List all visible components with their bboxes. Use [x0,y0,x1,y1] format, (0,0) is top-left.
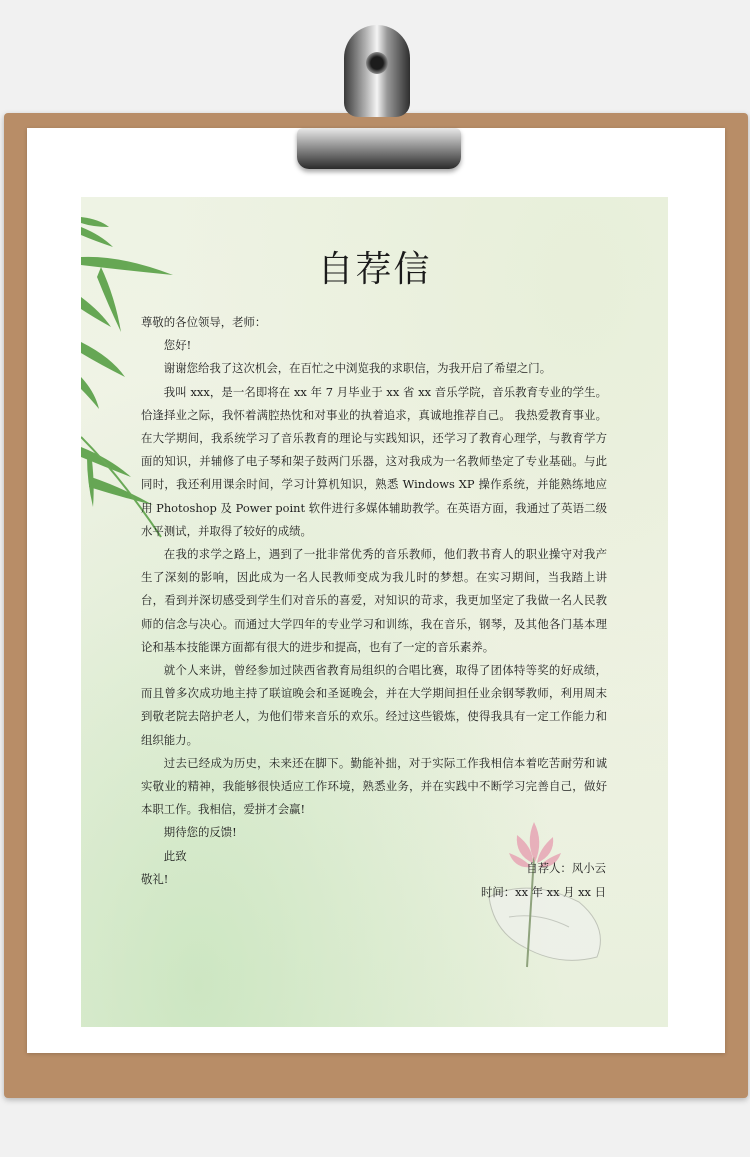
paragraph-study: 在我的求学之路上，遇到了一批非常优秀的音乐教师，他们教书育人的职业操守对我产生了深刻的影响，因此成为一名人民教师变成为我儿时的梦想。在实习期间，当我踏上讲台，看到并深切感受到学生们对音乐的喜爱，对知识的苛求，我更加坚定了我做一名人民教师的信念与决心。而通过大学四年的专业学习和训练，我在音乐，钢琴，及其他各门基本理论和基本技能课方面都有很大的进步和提高，也有了一定的音乐素养。 [141,547,607,654]
paragraph-introduction: 我叫 xxx，是一名即将在 xx 年 7 月毕业于 xx 省 xx 音乐学院，音乐教育专业的学生。恰逢择业之际，我怀着满腔热忱和对事业的执着追求，真诚地推荐自己。 我热爱教育事业。在大学期间，我系统学习了音乐教育的理论与实践知识，还学习了教育心理学，与教育学方面的知识，并辅修了电子琴和架子鼓两门乐器，这对我成为一名教师垫定了专业基础。与此同时，我还利用课余时间，学习计算机知识，熟悉 Windows XP 操作系统，并能熟练地应用 Photoshop 及 Power point 软件进行多媒体辅助教学。在英语方面，我通过了英语二级水平测试，并取得了较好的成绩。 [141,384,607,538]
letter-body [141,311,607,891]
letter-page [81,197,668,1027]
greeting: 您好! [163,338,192,353]
paragraph-expect: 期待您的反馈! [163,825,237,840]
letter-title: 自荐信 [317,249,432,290]
signature-block [481,857,606,904]
paragraph-activities: 就个人来讲，曾经参加过陕西省教育局组织的合唱比赛，取得了团体特等奖的好成绩，而且曾多次成功地主持了联谊晚会和圣诞晚会，并在大学期间担任业余钢琴教师，利用周末到敬老院去陪护老人，为他们带来音乐的欢乐。经过这些锻炼，使得我具有一定工作能力和组织能力。 [141,663,607,747]
date: 时间：xx 年 xx 月 xx 日 [481,884,606,899]
binder-clip-hole [366,52,388,74]
salutation: 尊敬的各位领导，老师： [141,315,267,329]
closing: 敬礼! [141,871,169,886]
signer: 自荐人：风小云 [526,861,606,875]
binder-clip-base [297,128,461,169]
paragraph-future: 过去已经成为历史，未来还在脚下。勤能补拙，对于实际工作我相信本着吃苦耐劳和诚实敬业的精神，我能够很快适应工作环境，熟悉业务，并在实践中不断学习完善自己，做好本职工作。我相信，爱拼才会赢! [141,755,607,817]
paragraph-thanks: 谢谢您给我了这次机会，在百忙之中浏览我的求职信，为我开启了希望之门。 [163,361,552,376]
paragraph-cizhi: 此致 [163,848,187,863]
